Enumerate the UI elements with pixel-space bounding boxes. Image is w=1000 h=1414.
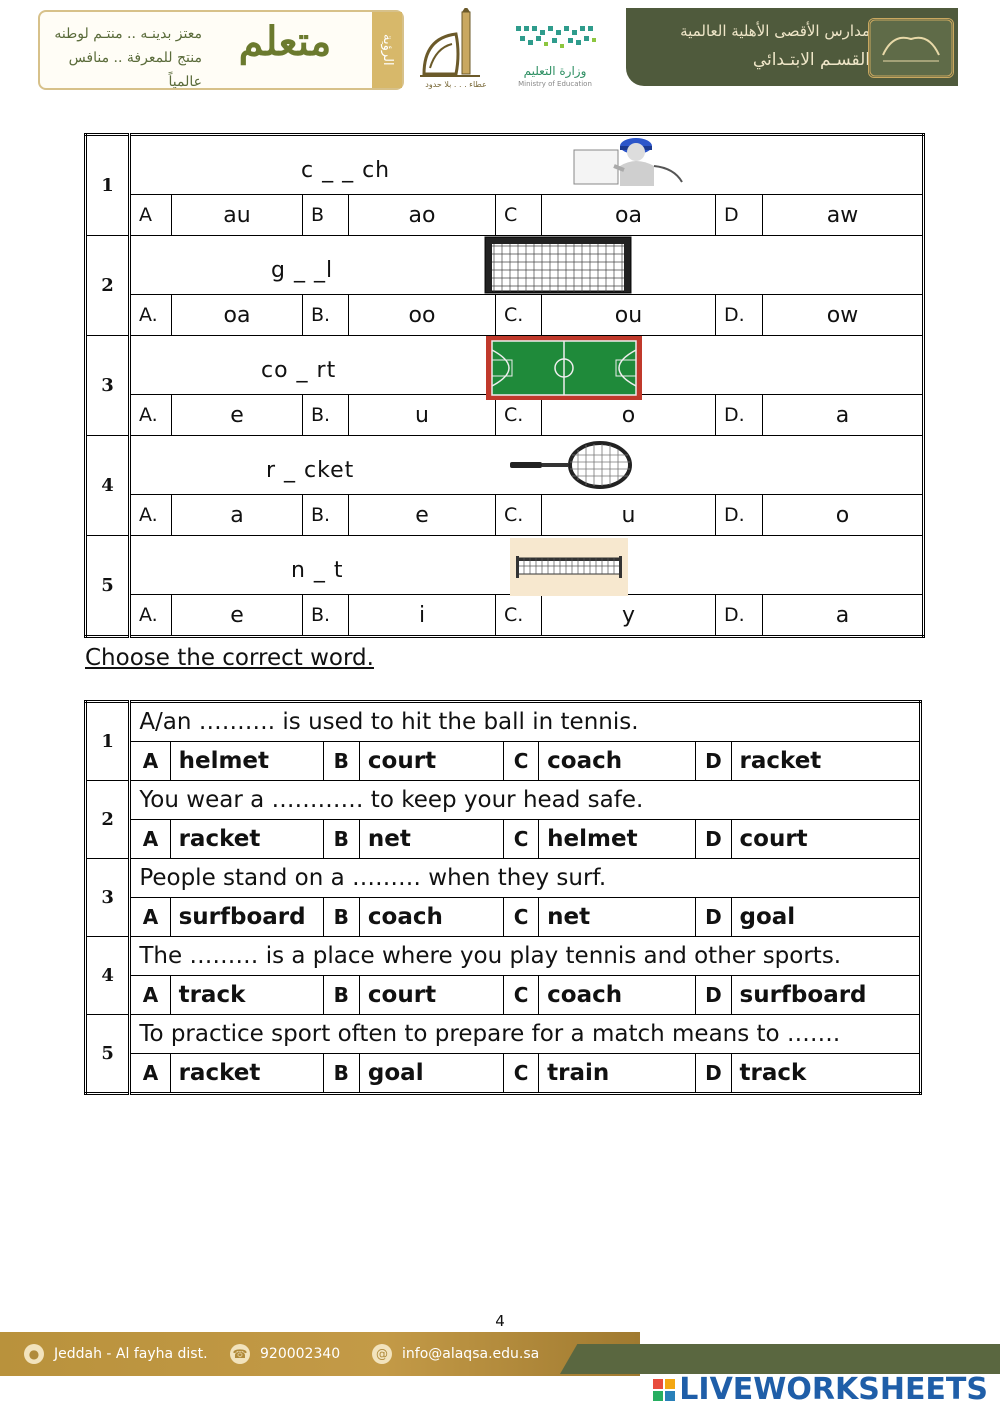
options-row bbox=[86, 595, 924, 637]
option-letter: A. bbox=[130, 295, 172, 336]
option-letter: A bbox=[130, 742, 170, 781]
option-letter: B bbox=[323, 820, 359, 859]
tennis-racket-icon bbox=[508, 440, 632, 490]
sentence-row bbox=[86, 702, 921, 742]
option-answer[interactable]: o bbox=[763, 495, 924, 536]
question-number: 5 bbox=[86, 536, 130, 637]
sentence-row bbox=[86, 1015, 921, 1054]
option-answer[interactable]: o bbox=[542, 395, 716, 436]
question-sentence: A/an ………. is used to hit the ball in tennis. bbox=[130, 702, 921, 742]
option-letter: B. bbox=[303, 595, 349, 637]
option-letter: C. bbox=[496, 495, 542, 536]
ministry-logo-icon bbox=[510, 20, 600, 70]
basketball-court-icon bbox=[486, 336, 642, 400]
ministry-name-en: Ministry of Education bbox=[518, 80, 592, 88]
question-number: 5 bbox=[86, 1015, 130, 1094]
email-icon: @ bbox=[372, 1344, 392, 1364]
question-number: 2 bbox=[86, 781, 130, 859]
option-answer[interactable]: e bbox=[349, 495, 496, 536]
option-answer[interactable]: ow bbox=[763, 295, 924, 336]
alaqsa-caption: عطاء . . . بلا حدود bbox=[425, 80, 487, 89]
option-letter: A bbox=[130, 195, 172, 236]
question-sentence: The ……… is a place where you play tennis and other sports. bbox=[130, 937, 921, 976]
question-sentence: People stand on a ……… when they surf. bbox=[130, 859, 921, 898]
sentence-row bbox=[86, 781, 921, 820]
contact-email bbox=[372, 1344, 539, 1364]
option-letter: B. bbox=[303, 495, 349, 536]
option-letter: D bbox=[696, 820, 731, 859]
option-answer[interactable]: coach bbox=[539, 976, 696, 1015]
options-row bbox=[86, 395, 924, 436]
sentence-row bbox=[86, 937, 921, 976]
missing-letter-word: r _ cket bbox=[266, 458, 355, 483]
option-answer[interactable]: i bbox=[349, 595, 496, 637]
option-answer[interactable]: au bbox=[172, 195, 303, 236]
option-answer[interactable]: track bbox=[731, 1054, 920, 1094]
option-letter: B. bbox=[303, 295, 349, 336]
sentence-row bbox=[86, 859, 921, 898]
option-letter: B. bbox=[303, 395, 349, 436]
contact-address bbox=[24, 1344, 208, 1364]
liveworksheets-text: LIVEWORKSHEETS bbox=[679, 1372, 988, 1407]
option-answer[interactable]: track bbox=[170, 976, 323, 1015]
email-text: info@alaqsa.edu.sa bbox=[402, 1346, 540, 1362]
question-number: 1 bbox=[86, 135, 130, 236]
option-answer[interactable]: goal bbox=[359, 1054, 503, 1094]
option-letter: C bbox=[503, 976, 538, 1015]
option-letter: D. bbox=[716, 595, 763, 637]
options-row bbox=[86, 898, 921, 937]
school-department: القسـم الابتـدائي bbox=[752, 50, 870, 70]
options-row bbox=[86, 742, 921, 781]
question-sentence: You wear a ………… to keep your head safe. bbox=[130, 781, 921, 820]
question-number: 4 bbox=[86, 436, 130, 536]
footer-bar bbox=[0, 1332, 1000, 1414]
soccer-goal-icon bbox=[484, 236, 632, 294]
liveworksheets-mark-icon bbox=[653, 1379, 675, 1401]
phone-text: 920002340 bbox=[260, 1346, 341, 1362]
option-answer[interactable]: surfboard bbox=[731, 976, 920, 1015]
location-pin-icon: ● bbox=[24, 1344, 44, 1364]
page-number: 4 bbox=[495, 1312, 505, 1330]
option-letter: C bbox=[496, 195, 542, 236]
option-letter: D. bbox=[716, 495, 763, 536]
option-answer[interactable]: oa bbox=[172, 295, 303, 336]
option-letter: C bbox=[503, 742, 538, 781]
options-row bbox=[86, 295, 924, 336]
option-answer[interactable]: e bbox=[172, 395, 303, 436]
missing-letter-word: co _ rt bbox=[261, 358, 337, 383]
option-letter: C bbox=[503, 898, 538, 937]
word-cell bbox=[130, 135, 924, 195]
contact-phone bbox=[230, 1344, 340, 1364]
option-answer[interactable]: e bbox=[172, 595, 303, 637]
option-letter: D bbox=[696, 976, 731, 1015]
option-letter: C. bbox=[496, 595, 542, 637]
question-sentence: To practice sport often to prepare for a match means to ……. bbox=[130, 1015, 921, 1054]
question-number: 2 bbox=[86, 236, 130, 336]
missing-letter-word: c _ _ ch bbox=[301, 158, 391, 183]
option-answer[interactable]: racket bbox=[170, 820, 323, 859]
option-answer[interactable]: oo bbox=[349, 295, 496, 336]
option-letter: B bbox=[323, 898, 359, 937]
option-answer[interactable]: surfboard bbox=[170, 898, 323, 937]
question-number: 1 bbox=[86, 702, 130, 781]
coach-figure-icon bbox=[570, 136, 690, 192]
option-letter: B bbox=[323, 976, 359, 1015]
question-number: 4 bbox=[86, 937, 130, 1015]
vision-slogan-line2: منتج للمعرفة .. منافس عالمياً bbox=[68, 50, 202, 90]
option-answer[interactable]: helmet bbox=[170, 742, 323, 781]
option-letter: C. bbox=[496, 295, 542, 336]
option-letter: D bbox=[696, 1054, 731, 1094]
option-answer[interactable]: court bbox=[731, 820, 920, 859]
question-number: 3 bbox=[86, 336, 130, 436]
option-answer[interactable]: coach bbox=[539, 742, 696, 781]
spelling-word-row bbox=[86, 436, 924, 495]
option-letter: D bbox=[696, 898, 731, 937]
liveworksheets-logo[interactable] bbox=[653, 1372, 988, 1407]
phone-icon: ☎ bbox=[230, 1344, 250, 1364]
option-letter: C. bbox=[496, 395, 542, 436]
school-banner bbox=[626, 8, 958, 86]
spelling-word-row bbox=[86, 536, 924, 595]
option-letter: A bbox=[130, 1054, 170, 1094]
tennis-net-icon bbox=[510, 538, 628, 596]
option-answer[interactable]: goal bbox=[731, 898, 920, 937]
option-letter: C bbox=[503, 1054, 538, 1094]
question-number: 3 bbox=[86, 859, 130, 937]
option-letter: D bbox=[696, 742, 731, 781]
option-answer[interactable]: a bbox=[172, 495, 303, 536]
options-row bbox=[86, 1054, 921, 1094]
spelling-word-row bbox=[86, 135, 924, 195]
option-answer[interactable]: a bbox=[763, 595, 924, 637]
option-letter: A bbox=[130, 820, 170, 859]
footer-band bbox=[560, 1344, 1000, 1374]
options-row bbox=[86, 820, 921, 859]
vision-panel bbox=[38, 10, 404, 90]
option-letter: A bbox=[130, 898, 170, 937]
option-answer[interactable]: oa bbox=[542, 195, 716, 236]
option-answer[interactable]: net bbox=[539, 898, 696, 937]
option-answer[interactable]: train bbox=[539, 1054, 696, 1094]
vision-slogan-line1: معتز بدينـه .. منتـم لوطنه bbox=[54, 26, 202, 42]
option-answer[interactable]: coach bbox=[359, 898, 503, 937]
option-letter: A. bbox=[130, 395, 172, 436]
vision-word: متعلم bbox=[238, 18, 332, 65]
option-answer[interactable]: racket bbox=[731, 742, 920, 781]
missing-letter-word: g _ _l bbox=[271, 258, 334, 283]
options-row bbox=[86, 195, 924, 236]
missing-letter-word: n _ t bbox=[291, 558, 344, 583]
address-text: Jeddah - Al fayha dist. bbox=[54, 1346, 208, 1362]
vision-tag: الرؤية bbox=[372, 12, 402, 88]
option-letter: A. bbox=[130, 495, 172, 536]
award-logo-icon bbox=[868, 18, 954, 78]
option-answer[interactable]: court bbox=[359, 976, 503, 1015]
option-letter: D bbox=[716, 195, 763, 236]
options-row bbox=[86, 495, 924, 536]
option-answer[interactable]: helmet bbox=[539, 820, 696, 859]
option-letter: C bbox=[503, 820, 538, 859]
option-answer[interactable]: y bbox=[542, 595, 716, 637]
option-letter: B bbox=[303, 195, 349, 236]
option-answer[interactable]: a bbox=[763, 395, 924, 436]
option-answer[interactable]: u bbox=[349, 395, 496, 436]
option-answer[interactable]: court bbox=[359, 742, 503, 781]
page-header bbox=[0, 0, 1000, 100]
ministry-name-ar: وزارة التعليم bbox=[523, 64, 587, 78]
vocabulary-exercise-table bbox=[84, 700, 922, 1095]
option-answer[interactable]: ao bbox=[349, 195, 496, 236]
school-name: مدارس الأقصى الأهلية العالمية bbox=[680, 22, 870, 40]
option-answer[interactable]: net bbox=[359, 820, 503, 859]
option-letter: D. bbox=[716, 295, 763, 336]
option-answer[interactable]: u bbox=[542, 495, 716, 536]
option-letter: B bbox=[323, 742, 359, 781]
vision-slogan bbox=[52, 22, 202, 94]
option-letter: B bbox=[323, 1054, 359, 1094]
option-answer[interactable]: racket bbox=[170, 1054, 323, 1094]
option-letter: D. bbox=[716, 395, 763, 436]
options-row bbox=[86, 976, 921, 1015]
option-letter: A. bbox=[130, 595, 172, 637]
option-answer[interactable]: ou bbox=[542, 295, 716, 336]
option-letter: A bbox=[130, 976, 170, 1015]
option-answer[interactable]: aw bbox=[763, 195, 924, 236]
instruction-text: Choose the correct word. bbox=[85, 645, 374, 671]
